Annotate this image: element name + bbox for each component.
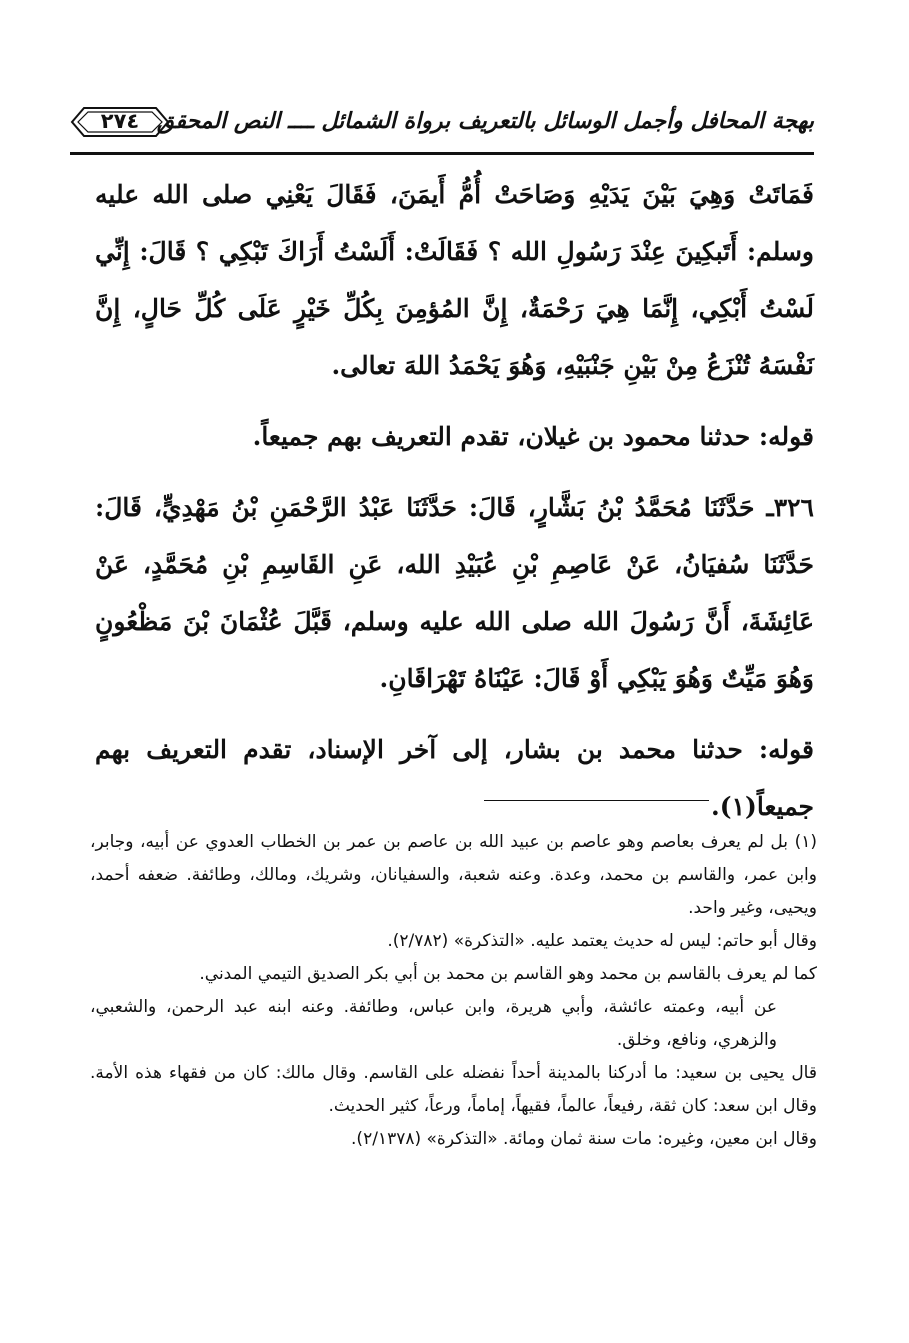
main-text <box>95 166 814 835</box>
footnotes <box>90 826 817 1156</box>
hadith-326: ٣٢٦ـ حَدَّثَنَا مُحَمَّدُ بْنُ بَشَّارٍ، قَالَ: حَدَّثَنَا عَبْدُ الرَّحْمَنِ بْنُ مَهْدِيٍّ، قَالَ: حَدَّثَنَا سُفيَانُ، عَنْ عَاصِمِ بْنِ عُبَيْدِ الله، عَنِ القَاسِمِ بْنِ مُحَمَّدٍ، عَنْ عَائِشَةَ، أَنَّ رَسُولَ الله صلى الله عليه وسلم، قَبَّلَ عُثْمَانَ بْنَ مَظْعُونٍ وَهُوَ مَيِّتٌ وَهُوَ يَبْكِي أَوْ قَالَ: عَيْنَاهُ تَهْرَاقَانِ. <box>95 493 814 693</box>
footnote-line: (١) بل لم يعرف بعاصم وهو عاصم بن عبيد الله بن عاصم بن عمر بن الخطاب العدوي عن أبيه، وجابر، وابن عمر، والقاسم بن محمد، وعدة. وعنه شعبة، والسفيانان، وشريك، ومالك، وطائفة. ضعفه أحمد، ويحيى، وغير واحد. <box>90 832 817 918</box>
commentary-paragraph: قوله: حدثنا محمد بن بشار، إلى آخر الإسناد، تقدم التعريف بهم جميعاً(١). <box>95 735 814 821</box>
hadith-continuation: فَمَاتَتْ وَهِيَ بَيْنَ يَدَيْهِ وَصَاحَتْ أُمُّ أَيمَنَ، فَقَالَ يَعْنِي صلى الله عليه وسلم: أَتَبكِينَ عِنْدَ رَسُولِ الله ؟ فَقَالَتْ: أَلَسْتُ أَرَاكَ تَبْكِي ؟ قَالَ: إِنِّي لَسْتُ أَبْكِي، إِنَّمَا هِيَ رَحْمَةٌ، إِنَّ المُؤمِنَ بِكُلِّ خَيْرٍ عَلَى كُلِّ حَالٍ، إِنَّ نَفْسَهُ تُنْزَعُ مِنْ بَيْنِ جَنْبَيْهِ، وَهُوَ يَحْمَدُ اللهَ تعالى. <box>95 180 814 380</box>
page-header <box>70 102 814 148</box>
running-title: بهجة المحافل وأجمل الوسائل بالتعريف برواة الشمائل ــــ النص المحقق <box>156 108 814 134</box>
page-number-badge <box>70 106 170 138</box>
page-number: ٢٧٤ <box>100 109 140 133</box>
commentary-paragraph: قوله: حدثنا محمود بن غيلان، تقدم التعريف بهم جميعاً. <box>252 422 814 451</box>
footnote-line: قال يحيى بن سعيد: ما أدركنا بالمدينة أحداً نفضله على القاسم. وقال مالك: كان من فقهاء هذه الأمة. وقال ابن سعد: كان ثقة، رفيعاً، عالماً، فقيهاً، إماماً، ورعاً، كثير الحديث. <box>90 1063 817 1116</box>
header-rule <box>70 152 814 155</box>
footnote-line: عن أبيه، وعمته عائشة، وأبي هريرة، وابن عباس، وطائفة. وعنه ابنه عبد الرحمن، والشعبي، والزهري، ونافع، وخلق. <box>90 997 777 1050</box>
footnote-line: وقال ابن معين، وغيره: مات سنة ثمان ومائة. «التذكرة» (٢/١٣٧٨). <box>351 1129 817 1149</box>
footnote-separator <box>484 800 709 801</box>
footnote-line: كما لم يعرف بالقاسم بن محمد وهو القاسم بن محمد بن أبي بكر الصديق التيمي المدني. <box>199 964 817 984</box>
footnote-line: وقال أبو حاتم: ليس له حديث يعتمد عليه. «التذكرة» (٢/٧٨٢). <box>387 931 817 951</box>
